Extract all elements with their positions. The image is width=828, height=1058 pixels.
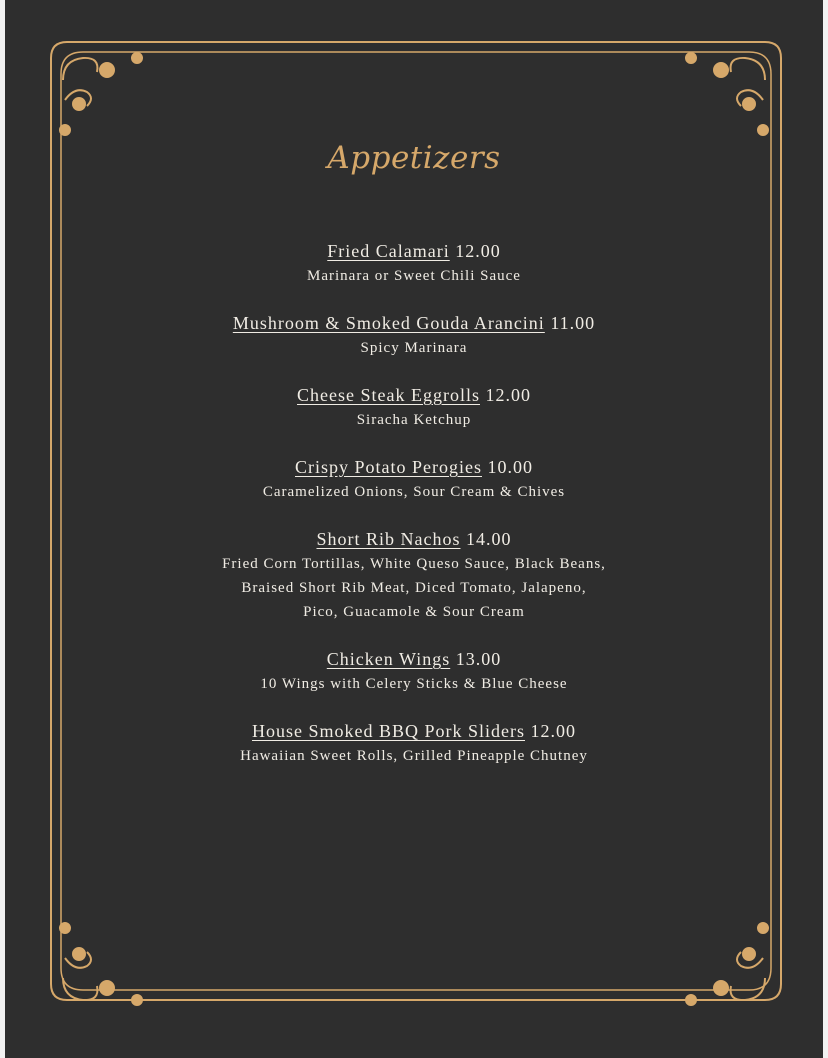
- menu-item-description-line: Marinara or Sweet Chili Sauce: [307, 268, 521, 284]
- menu-item-description: [5, 336, 823, 360]
- menu-item-description: [5, 744, 823, 768]
- menu-item-description: [5, 408, 823, 432]
- menu-item-description-line: 10 Wings with Celery Sticks & Blue Cheese: [260, 676, 568, 692]
- menu-item: [5, 526, 823, 624]
- menu-item-name: Fried Calamari: [327, 241, 450, 261]
- menu-item: [5, 718, 823, 768]
- menu-item-price: 13.00: [455, 649, 502, 669]
- menu-item-heading: [5, 382, 823, 408]
- menu-item-price: 11.00: [550, 313, 596, 333]
- menu-page: [5, 0, 823, 1058]
- menu-item-description-line: Spicy Marinara: [360, 340, 468, 356]
- menu-item-price: 12.00: [455, 241, 501, 261]
- menu-item-description-line: Caramelized Onions, Sour Cream & Chives: [262, 484, 566, 500]
- menu-item-heading: [5, 238, 823, 264]
- menu-item-price: 14.00: [466, 529, 512, 549]
- menu-item: [5, 646, 823, 696]
- menu-item-description: [5, 672, 823, 696]
- menu-item-description-line: Pico, Guacamole & Sour Cream: [303, 604, 525, 620]
- menu-item-description-line: Siracha Ketchup: [356, 412, 472, 428]
- menu-item-heading: [5, 310, 823, 336]
- menu-item-name: Short Rib Nachos: [316, 529, 461, 549]
- menu-item-name: House Smoked BBQ Pork Sliders: [251, 721, 525, 741]
- menu-item-price: 12.00: [530, 721, 576, 741]
- menu-item-price: 12.00: [485, 385, 531, 405]
- menu-item-name: Cheese Steak Eggrolls: [297, 385, 480, 405]
- page-title: Appetizers: [327, 140, 501, 176]
- menu-item-name: Mushroom & Smoked Gouda Arancini: [232, 313, 545, 333]
- menu-item-name: Crispy Potato Perogies: [295, 457, 482, 477]
- menu-item-description: [5, 480, 823, 504]
- menu-item-heading: [5, 526, 823, 552]
- menu-item-name: Chicken Wings: [326, 649, 451, 669]
- menu-item: [5, 310, 823, 360]
- menu-item: [5, 238, 823, 288]
- menu-item: [5, 382, 823, 432]
- menu-item-heading: [5, 454, 823, 480]
- menu-item-description: [5, 552, 823, 624]
- menu-item-price: 10.00: [487, 457, 533, 477]
- menu-item-heading: [5, 718, 823, 744]
- menu-item-description-line: Hawaiian Sweet Rolls, Grilled Pineapple Chutney: [240, 748, 588, 764]
- menu-item-description-line: Fried Corn Tortillas, White Queso Sauce, Black Beans,: [222, 556, 606, 572]
- menu-list: [5, 238, 823, 790]
- menu-item-description: [5, 264, 823, 288]
- menu-item-heading: [5, 646, 823, 672]
- menu-item-description-line: Braised Short Rib Meat, Diced Tomato, Jalapeno,: [241, 580, 587, 596]
- menu-item: [5, 454, 823, 504]
